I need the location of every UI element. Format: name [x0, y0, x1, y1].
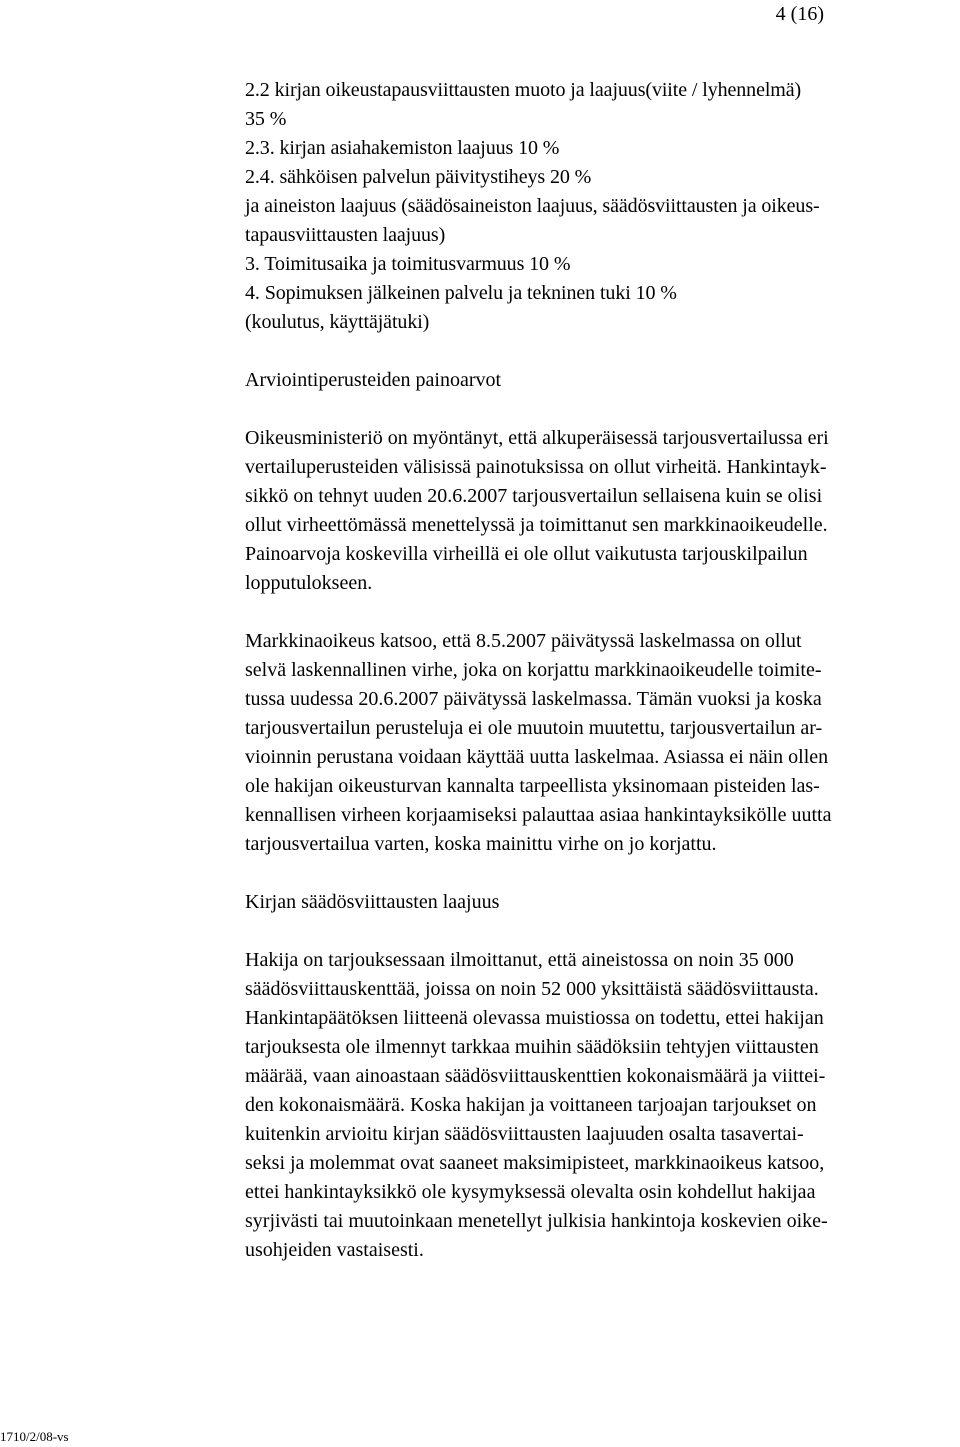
text-line: ettei hankintayksikkö ole kysymyksessä olevalta osin kohdellut hakijaa — [245, 1181, 816, 1203]
text-line: selvä laskennallinen virhe, joka on korjattu markkinaoikeudelle toimite- — [245, 659, 822, 681]
text-line: ole hakijan oikeusturvan kannalta tarpeellista yksinomaan pisteiden las- — [245, 775, 820, 797]
paragraph-weights-1 — [245, 424, 960, 598]
text-line: usohjeiden vastaisesti. — [245, 1239, 424, 1261]
text-line: tarjouksesta ole ilmennyt tarkkaa muihin säädöksiin tehtyjen viittausten — [245, 1036, 819, 1058]
criteria-line: 35 % — [245, 108, 287, 130]
text-line: seksi ja molemmat ovat saaneet maksimipisteet, markkinaoikeus katsoo, — [245, 1152, 825, 1174]
criteria-line: 2.4. sähköisen palvelun päivitystiheys 20 % — [245, 166, 592, 188]
text-line: syrjivästi tai muutoinkaan menetellyt julkisia hankintoja koskevien oike- — [245, 1210, 828, 1232]
spacer — [245, 917, 960, 946]
section-heading-statute-references: Kirjan säädösviittausten laajuus — [245, 891, 500, 913]
criteria-line: 2.3. kirjan asiahakemiston laajuus 10 % — [245, 137, 560, 159]
criteria-line: 3. Toimitusaika ja toimitusvarmuus 10 % — [245, 253, 571, 275]
page-number: 4 (16) — [775, 3, 824, 25]
text-line: vertailuperusteiden välisissä painotuksissa on ollut virheitä. Hankintayk- — [245, 456, 827, 478]
text-line: määrää, vaan ainoastaan säädösviittauskenttien kokonaismäärä ja viittei- — [245, 1065, 826, 1087]
criteria-line: tapausviittausten laajuus) — [245, 224, 446, 246]
paragraph-statute-references — [245, 946, 960, 1265]
text-line: Painoarvoja koskevilla virheillä ei ole ollut vaikutusta tarjouskilpailun — [245, 543, 808, 565]
text-line: Oikeusministeriö on myöntänyt, että alkuperäisessä tarjousvertailussa eri — [245, 427, 829, 449]
document-code: 1710/2/08-vs — [0, 1429, 69, 1444]
text-line: säädösviittauskenttää, joissa on noin 52 000 yksittäistä säädösviittausta. — [245, 978, 819, 1000]
criteria-line: ja aineiston laajuus (säädösaineiston laajuus, säädösviittausten ja oikeus- — [245, 195, 820, 217]
criteria-line: (koulutus, käyttäjätuki) — [245, 311, 430, 333]
criteria-list — [245, 76, 960, 337]
text-line: Hakija on tarjouksessaan ilmoittanut, että aineistossa on noin 35 000 — [245, 949, 794, 971]
document-body — [245, 76, 960, 1265]
text-line: kuitenkin arvioitu kirjan säädösviittausten laajuuden osalta tasavertai- — [245, 1123, 804, 1145]
paragraph-weights-2 — [245, 627, 960, 859]
criteria-line: 4. Sopimuksen jälkeinen palvelu ja tekninen tuki 10 % — [245, 282, 677, 304]
text-line: lopputulokseen. — [245, 572, 373, 594]
text-line: tussa uudessa 20.6.2007 päivätyssä laskelmassa. Tämän vuoksi ja koska — [245, 688, 822, 710]
text-line: vioinnin perustana voidaan käyttää uutta laskelmaa. Asiassa ei näin ollen — [245, 746, 829, 768]
text-line: den kokonaismäärä. Koska hakijan ja voittaneen tarjoajan tarjoukset on — [245, 1094, 817, 1116]
criteria-line: 2.2 kirjan oikeustapausviittausten muoto ja laajuus(viite / lyhennelmä) — [245, 79, 802, 101]
text-line: kennallisen virheen korjaamiseksi palauttaa asiaa hankintayksikölle uutta — [245, 804, 832, 826]
spacer — [245, 598, 960, 627]
text-line: Hankintapäätöksen liitteenä olevassa muistiossa on todettu, ettei hakijan — [245, 1007, 824, 1029]
text-line: tarjousvertailun perusteluja ei ole muutoin muutettu, tarjousvertailun ar- — [245, 717, 823, 739]
text-line: tarjousvertailua varten, koska mainittu virhe on jo korjattu. — [245, 833, 717, 855]
text-line: Markkinaoikeus katsoo, että 8.5.2007 päivätyssä laskelmassa on ollut — [245, 630, 802, 652]
section-heading-weights: Arviointiperusteiden painoarvot — [245, 369, 502, 391]
text-line: sikkö on tehnyt uuden 20.6.2007 tarjousvertailun sellaisena kuin se olisi — [245, 485, 823, 507]
text-line: ollut virheettömässä menettelyssä ja toimittanut sen markkinaoikeudelle. — [245, 514, 828, 536]
spacer — [245, 395, 960, 424]
